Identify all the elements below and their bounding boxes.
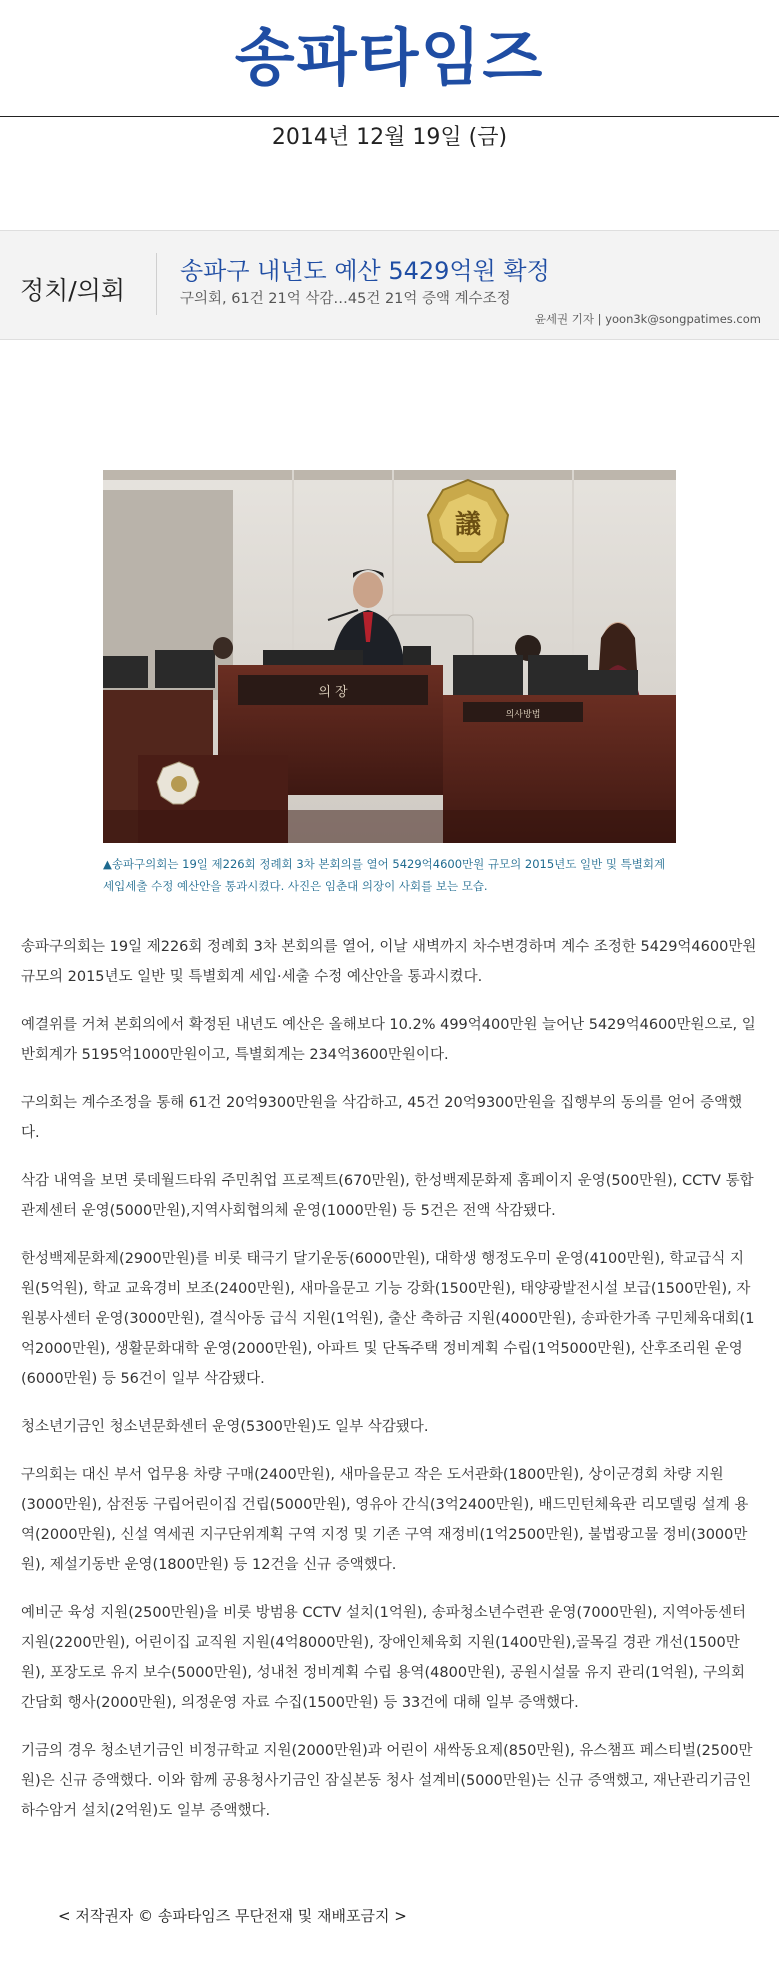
article-photo	[103, 470, 676, 843]
article-paragraph: 한성백제문화제(2900만원)를 비롯 태극기 달기운동(6000만원), 대학생 행정도우미 운영(4100만원), 학교급식 지원(5억원), 학교 교육경비 보조(2400만원), 새마을문고 기능 강화(1500만원), 태양광발전시설 보급(1500만원), 자원봉사센터 운영(3000만원), 결식아동 급식 지원(1억원), 출산 축하금 지원(4000만원), 송파한가족 구민체육대회(1억2000만원), 생활문화대학 운영(2000만원), 아파트 및 단독주택 정비계획 수립(1억5000만원), 산후조리원 운영(6000만원) 등 56건이 일부 삭감됐다.	[21, 1251, 755, 1387]
council-chamber-photo	[103, 470, 676, 843]
article-subheadline: 구의회, 61건 21억 삭감…45건 21억 증액 계수조정	[180, 291, 511, 307]
copyright-notice: < 저작권자 © 송파타임즈 무단전재 및 재배포금지 >	[58, 1907, 407, 1925]
site-logo[interactable]: 송파타임즈	[234, 21, 545, 94]
article-paragraph: 예결위를 거쳐 본회의에서 확정된 내년도 예산은 올해보다 10.2% 499억400만원 늘어난 5429억4600만원으로, 일반회계가 5195억1000만원이고, 특별회계는 234억3600만원이다.	[21, 1017, 756, 1063]
svg-text:의사방법: 의사방법	[505, 710, 541, 720]
article-body	[21, 932, 757, 1844]
section-label[interactable]: 정치/의회	[20, 276, 126, 305]
masthead	[0, 0, 779, 117]
svg-text:의 장: 의 장	[318, 685, 348, 700]
article-header	[0, 230, 779, 340]
issue-date: 2014년 12월 19일 (금)	[271, 125, 508, 150]
header-divider	[156, 253, 157, 315]
article-paragraph: 청소년기금인 청소년문화센터 운영(5300만원)도 일부 삭감됐다.	[21, 1419, 429, 1435]
article-paragraph: 구의회는 대신 부서 업무용 차량 구매(2400만원), 새마을문고 작은 도서관화(1800만원), 상이군경회 차량 지원(3000만원), 삼전동 구립어린이집 건립(5000만원), 영유아 간식(3억2400만원), 배드민턴체육관 리모델링 설계 용역(2000만원), 신설 역세권 지구단위계획 구역 지정 및 기존 구역 재정비(1억2500만원), 불법광고물 정비(3000만원), 제설기동반 운영(1800만원) 등 12건을 신규 증액했다.	[21, 1467, 749, 1573]
article-paragraph: 기금의 경우 청소년기금인 비정규학교 지원(2000만원)과 어린이 새싹동요제(850만원), 유스챔프 페스티벌(2500만원)은 신규 증액했다. 이와 함께 공용청사기금인 잠실본동 청사 설계비(5000만원)는 신규 증액했고, 재난관리기금인 하수암거 설치(2억원)도 일부 증액했다.	[21, 1743, 753, 1819]
article-paragraph: 구의회는 계수조정을 통해 61건 20억9300만원을 삭감하고, 45건 20억9300만원을 집행부의 동의를 얻어 증액했다.	[21, 1095, 743, 1141]
article-paragraph: 삭감 내역을 보면 롯데월드타워 주민취업 프로젝트(670만원), 한성백제문화제 홈페이지 운영(500만원), CCTV 통합관제센터 운영(5000만원),지역사회협의체 운영(1000만원) 등 5건은 전액 삭감됐다.	[21, 1173, 754, 1219]
svg-text:議: 議	[454, 510, 482, 540]
article-byline[interactable]: 윤세권 기자 | yoon3k@songpatimes.com	[534, 312, 761, 326]
article-headline: 송파구 내년도 예산 5429억원 확정	[180, 257, 550, 285]
podium-emblem	[157, 762, 199, 804]
article-paragraph: 예비군 육성 지원(2500만원)을 비롯 방범용 CCTV 설치(1억원), 송파청소년수련관 운영(7000만원), 지역아동센터 지원(2200만원), 어린이집 교직원 지원(4억8000만원), 장애인체육회 지원(1400만원),골목길 경관 개선(1500만원), 포장도로 유지 보수(5000만원), 성내천 정비계획 수립 용역(4800만원), 공원시설물 유지 관리(1억원), 구의회 간담회 행사(2000만원), 의정운영 자료 수집(1500만원) 등 33건에 대해 일부 증액했다.	[21, 1605, 746, 1711]
photo-caption: ▲송파구의회는 19일 제226회 정례회 3차 본회의를 열어 5429억4600만원 규모의 2015년도 일반 및 특별회계 세입세출 수정 예산안을 통과시켰다. 사진은 임춘대 의장이 사회를 보는 모습.	[103, 857, 666, 893]
article-paragraph: 송파구의회는 19일 제226회 정례회 3차 본회의를 열어, 이날 새벽까지 차수변경하며 계수 조정한 5429억4600만원 규모의 2015년도 일반 및 특별회계 세입·세출 수정 예산안을 통과시켰다.	[21, 939, 757, 985]
